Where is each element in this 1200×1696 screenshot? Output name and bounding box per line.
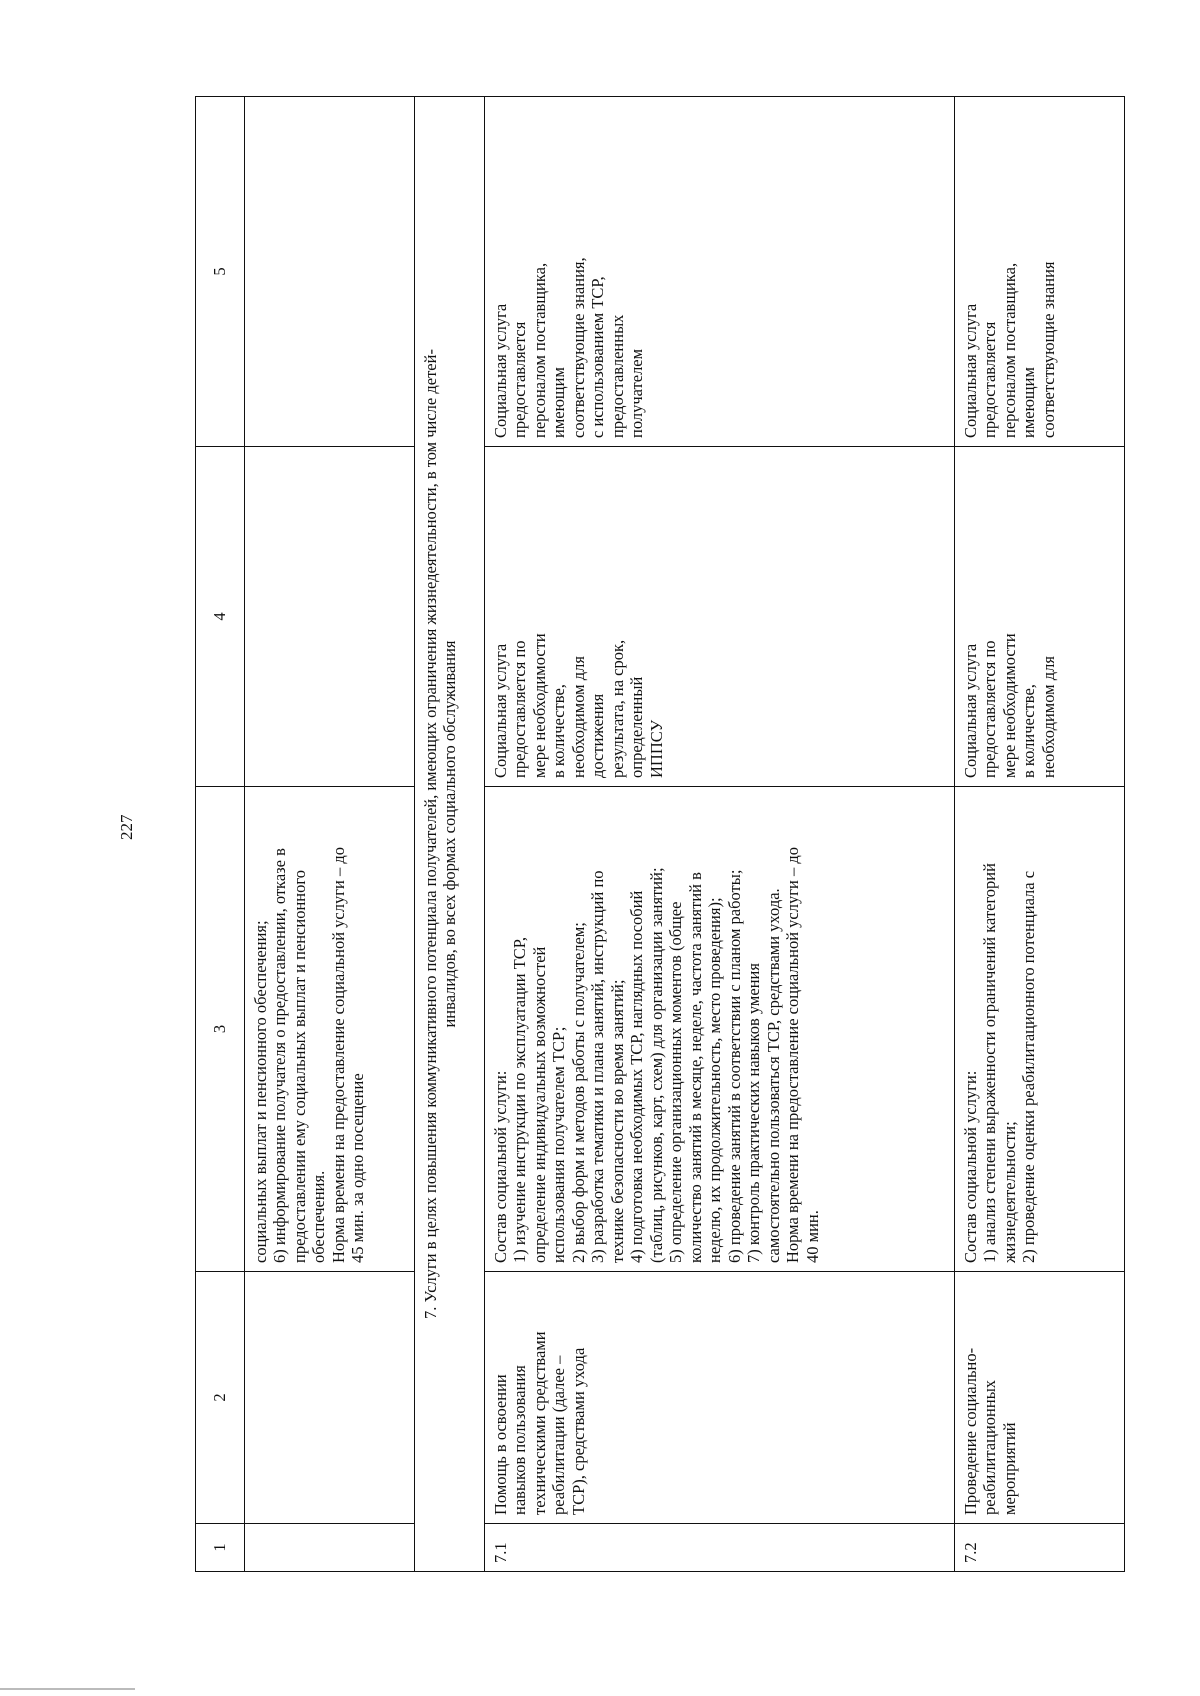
text-line: мере необходимости xyxy=(999,633,1019,778)
text-line: в количестве, xyxy=(549,684,569,778)
text-line: Состав социальной услуги: xyxy=(961,1070,980,1263)
text-line: Состав социальной услуги: xyxy=(491,1070,510,1263)
text-line: предоставленных xyxy=(607,314,627,438)
section-7-heading xyxy=(415,97,485,1572)
text-line: соответствующие знания, xyxy=(568,257,588,438)
text-line: мере необходимости xyxy=(529,633,549,778)
service-row-7-1 xyxy=(485,97,955,1572)
service-content-cell xyxy=(955,787,1125,1272)
section-7-row xyxy=(415,97,485,1572)
continuation-name-cell xyxy=(245,1272,415,1524)
text-line: предоставлении ему социальных выплат и пенсионного xyxy=(289,870,309,1263)
text-line: 6) информирование получателя о предоставлении, отказе в xyxy=(270,848,290,1263)
scan-edge-line xyxy=(0,1688,135,1690)
continuation-content-cell xyxy=(245,787,415,1272)
text-line: Социальная услуга xyxy=(961,303,980,438)
text-line: техническими средствами xyxy=(529,1331,549,1515)
continuation-num-cell xyxy=(245,1524,415,1572)
service-terms-cell xyxy=(485,447,955,787)
text-line: предоставляется xyxy=(980,321,1000,438)
text-line: жизнедеятельности; xyxy=(999,1121,1019,1263)
text-line: 1) анализ степени выраженности ограничений категорий xyxy=(980,863,1000,1263)
text-line: реабилитационных xyxy=(980,1379,1000,1515)
header-cell-3: 3 xyxy=(196,787,245,1272)
header-row xyxy=(196,97,245,1572)
text-line: 5) определение организационных моментов (общее xyxy=(666,901,686,1263)
section-heading-line: инвалидов, во всех формах социального обслуживания xyxy=(440,640,460,1028)
text-line: технике безопасности во время занятий; xyxy=(607,979,627,1263)
text-line: Помощь в освоении xyxy=(491,1374,510,1515)
page-number: 227 xyxy=(117,814,136,840)
text-line: 7) контроль практических навыков умения xyxy=(744,963,764,1263)
header-cell-4: 4 xyxy=(196,447,245,787)
service-num-cell: 7.1 xyxy=(485,1524,955,1572)
text-line: Социальная услуга xyxy=(961,643,980,778)
text-line: мероприятий xyxy=(999,1422,1019,1515)
text-line: реабилитации (далее – xyxy=(549,1355,569,1515)
service-num-cell: 7.2 xyxy=(955,1524,1125,1572)
text-line: 45 мин. за одно посещение xyxy=(348,1073,368,1263)
section-heading-line: 7. Услуги в целях повышения коммуникативного потенциала получателей, имеющих ограничения жизнедеятельности, в том числе детей- xyxy=(421,349,440,1319)
text-line: получателем xyxy=(627,348,647,438)
text-line: навыков пользования xyxy=(510,1365,530,1515)
services-table xyxy=(195,96,1125,1572)
text-line: результата, на срок, xyxy=(607,639,627,778)
text-line: ТСР), средствами ухода xyxy=(568,1347,588,1515)
text-line: (таблиц, рисунков, карт, схем) для организации занятий; xyxy=(646,867,666,1263)
text-line: персоналом поставщика, xyxy=(999,262,1019,438)
header-cell-2: 2 xyxy=(196,1272,245,1524)
text-line: Проведение социально- xyxy=(961,1347,980,1515)
header-cell-5: 5 xyxy=(196,97,245,447)
service-name-cell xyxy=(485,1272,955,1524)
text-line: обеспечения. xyxy=(309,1170,329,1263)
header-cell-1: 1 xyxy=(196,1524,245,1572)
continuation-terms-cell xyxy=(245,447,415,787)
text-line: Норма времени на предоставление социальной услуги – до xyxy=(783,847,803,1263)
service-name-cell xyxy=(955,1272,1125,1524)
text-line: необходимом для xyxy=(1038,656,1058,778)
text-line: с использованием ТСР, xyxy=(588,276,608,438)
text-line: имеющим xyxy=(1019,367,1039,438)
service-row-7-2 xyxy=(955,97,1125,1572)
text-line: 6) проведение занятий в соответствии с планом работы; xyxy=(724,869,744,1263)
text-line: неделю, их продолжительность, место проведения); xyxy=(705,897,725,1263)
text-line: персоналом поставщика, xyxy=(529,262,549,438)
text-line: соответствующие знания xyxy=(1038,261,1058,438)
service-terms-cell xyxy=(955,447,1125,787)
text-line: в количестве, xyxy=(1019,684,1039,778)
text-line: Социальная услуга xyxy=(491,643,510,778)
text-line: 3) разработка тематики и плана занятий, инструкций по xyxy=(588,870,608,1263)
text-line: предоставляется по xyxy=(510,640,530,778)
text-line: Норма времени на предоставление социальной услуги – до xyxy=(328,847,348,1263)
service-content-cell xyxy=(485,787,955,1272)
text-line: имеющим xyxy=(549,367,569,438)
text-line: количество занятий в месяце, неделе, частота занятий в xyxy=(685,872,705,1263)
text-line: ИППСУ xyxy=(646,719,666,778)
text-line: определенный xyxy=(627,676,647,778)
text-line: предоставляется xyxy=(510,321,530,438)
text-line: необходимом для xyxy=(568,656,588,778)
text-line: 2) выбор форм и методов работы с получателем; xyxy=(568,922,588,1263)
rotated-table-frame xyxy=(195,97,1125,1572)
continuation-conditions-cell xyxy=(245,97,415,447)
text-line: 2) проведение оценки реабилитационного потенциала с xyxy=(1019,870,1039,1263)
text-line: предоставляется по xyxy=(980,640,1000,778)
text-line: социальных выплат и пенсионного обеспечения; xyxy=(251,920,270,1263)
continuation-row xyxy=(245,97,415,1572)
text-line: определение индивидуальных возможностей xyxy=(529,946,549,1263)
text-line: достижения xyxy=(588,693,608,778)
text-line: 40 мин. xyxy=(802,1210,822,1263)
text-line: использования получателем ТСР; xyxy=(549,1026,569,1263)
text-line: самостоятельно пользоваться ТСР, средствами ухода. xyxy=(763,888,783,1263)
service-conditions-cell xyxy=(485,97,955,447)
service-conditions-cell xyxy=(955,97,1125,447)
text-line: 4) подготовка необходимых ТСР, наглядных пособий xyxy=(627,890,647,1263)
text-line: 1) изучение инструкции по эксплуатации ТСР, xyxy=(510,936,530,1263)
text-line: Социальная услуга xyxy=(491,303,510,438)
